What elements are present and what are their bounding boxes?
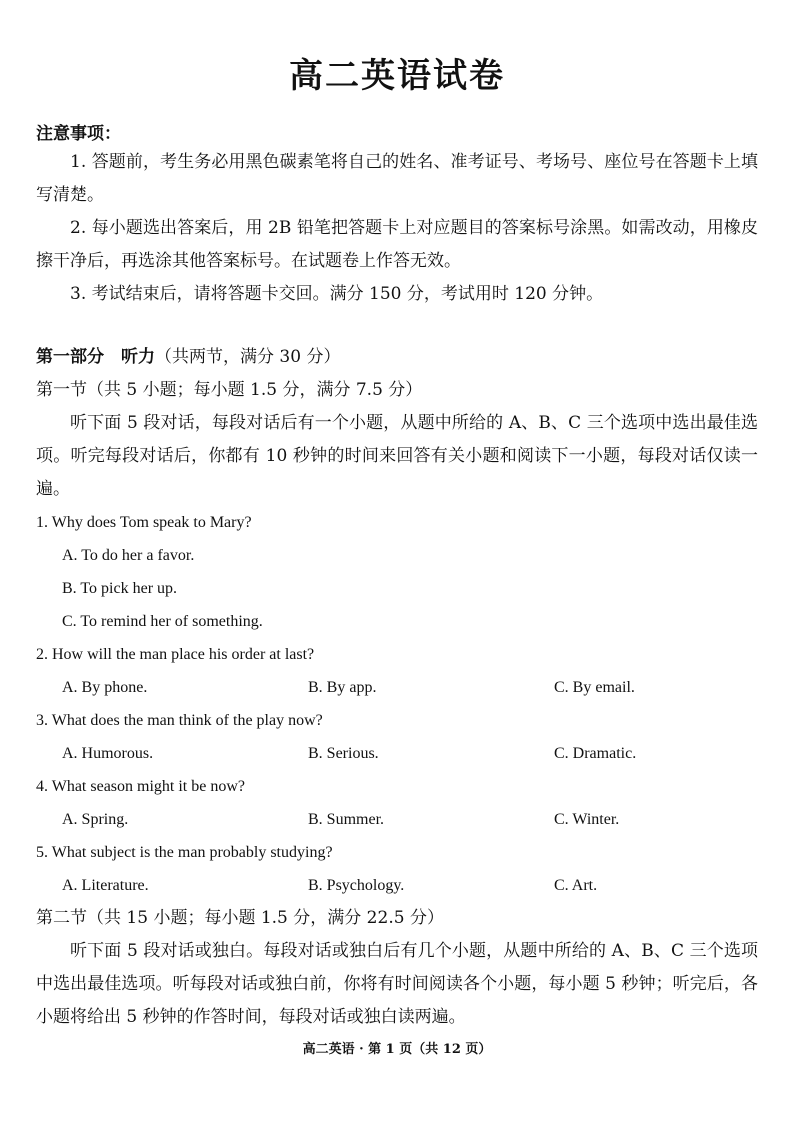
section2-instructions: 听下面 5 段对话或独白。每段对话或独白后有几个小题，从题中所给的 A、B、C 三个选项中选出最佳选项。听每段对话或独白前，你将有时间阅读各个小题，每小题 5 秒钟；听完后，各小题将给出 5 秒钟的作答时间，每段对话或独白读两遍。: [36, 941, 758, 1027]
question-2-stem: 2. How will the man place his order at last?: [36, 646, 315, 663]
notice-item-3: 3. 考试结束后，请将答题卡交回。满分 150 分，考试用时 120 分钟。: [70, 284, 604, 304]
question-3-stem: 3. What does the man think of the play now?: [36, 712, 323, 729]
question-1-option-b: B. To pick her up.: [62, 580, 178, 597]
question-1-option-c: C. To remind her of something.: [62, 613, 263, 630]
question-5-stem: 5. What subject is the man probably studying?: [36, 844, 333, 861]
notice-heading: 注意事项：: [36, 124, 121, 144]
section1-heading: 第一节（共 5 小题；每小题 1.5 分，满分 7.5 分）: [36, 380, 423, 400]
question-5-option-c: C. Art.: [554, 877, 598, 894]
question-3-option-a: A. Humorous.: [62, 745, 154, 762]
notice-item-2: 2. 每小题选出答案后，用 2B 铅笔把答题卡上对应题目的答案标号涂黑。如需改动，用橡皮擦干净后，再选涂其他答案标号。在试题卷上作答无效。: [36, 218, 758, 271]
part1-info: （共两节，满分 30 分）: [155, 347, 341, 367]
spacer: [36, 311, 758, 341]
question-4-options: [36, 803, 758, 836]
question-5-options: [36, 869, 758, 902]
question-3-option-b: B. Serious.: [308, 745, 379, 762]
section1-instructions: 听下面 5 段对话，每段对话后有一个小题，从题中所给的 A、B、C 三个选项中选出最佳选项。听完每段对话后，你都有 10 秒钟的时间来回答有关小题和阅读下一小题，每段对话仅读一遍。: [36, 413, 758, 499]
question-5-option-a: A. Literature.: [62, 877, 149, 894]
question-4-option-b: B. Summer.: [308, 811, 385, 828]
question-4-option-a: A. Spring.: [62, 811, 129, 828]
question-1-stem: 1. Why does Tom speak to Mary?: [36, 514, 252, 531]
page-footer: 高二英语 · 第 1 页（共 12 页）: [302, 1042, 492, 1057]
question-4-stem: 4. What season might it be now?: [36, 778, 245, 795]
part1-heading: [36, 341, 758, 374]
question-1-option-a: A. To do her a favor.: [62, 547, 195, 564]
question-2-option-c: C. By email.: [554, 679, 635, 696]
question-3-options: [36, 737, 758, 770]
question-2-option-b: B. By app.: [308, 679, 377, 696]
question-4-option-c: C. Winter.: [554, 811, 620, 828]
page-title: 高二英语试卷: [289, 56, 505, 96]
part1-label: 第一部分 听力: [36, 347, 155, 367]
question-3-option-c: C. Dramatic.: [554, 745, 637, 762]
question-2-options: [36, 671, 758, 704]
question-2-option-a: A. By phone.: [62, 679, 148, 696]
question-5-option-b: B. Psychology.: [308, 877, 405, 894]
notice-item-1: 1. 答题前，考生务必用黑色碳素笔将自己的姓名、准考证号、考场号、座位号在答题卡上填写清楚。: [36, 152, 758, 205]
section2-heading: 第二节（共 15 小题；每小题 1.5 分，满分 22.5 分）: [36, 908, 444, 928]
